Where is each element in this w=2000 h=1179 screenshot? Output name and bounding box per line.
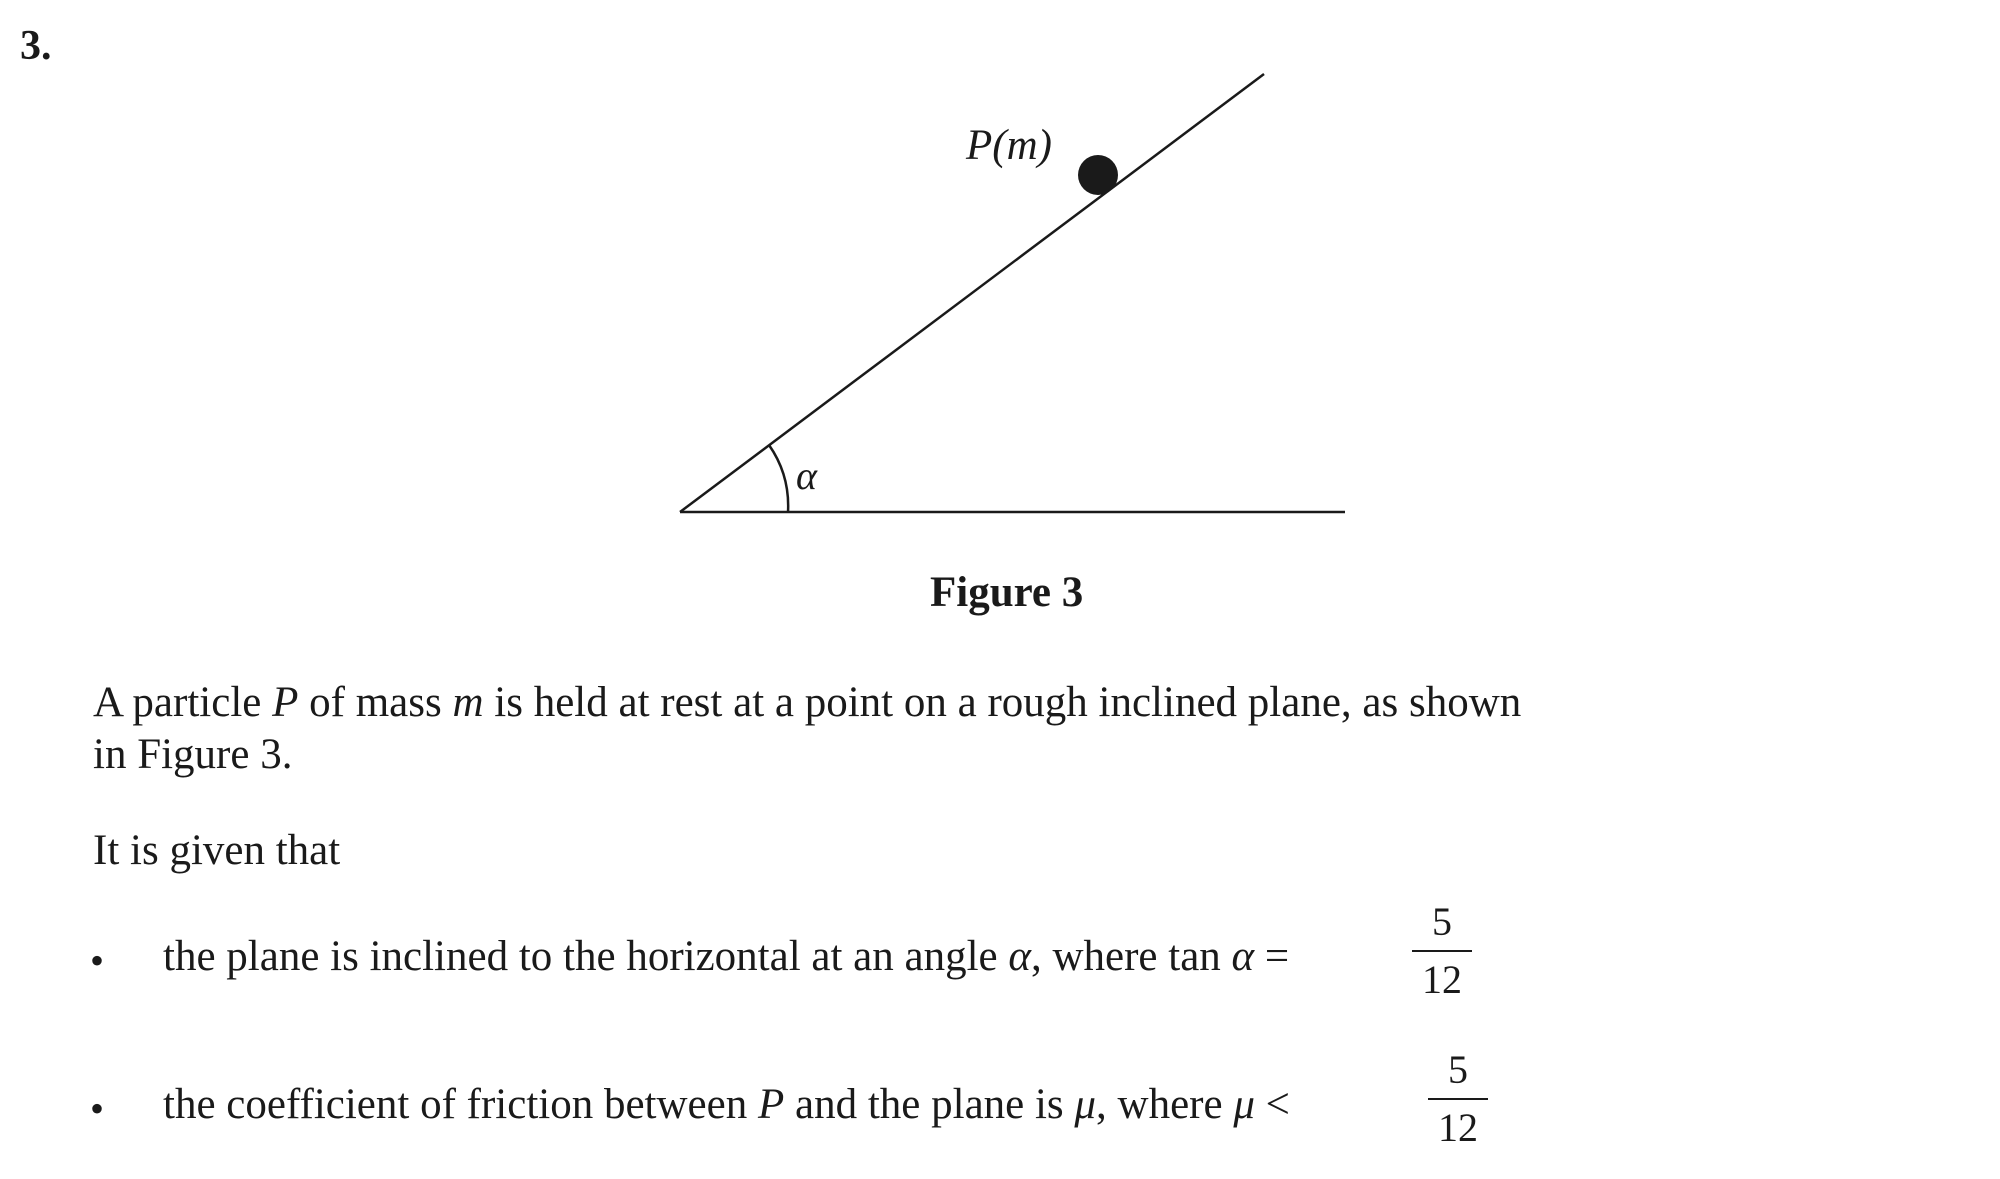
fraction-denominator: 12 [1422,957,1462,1002]
bullet-marker: • [90,938,105,983]
fraction-tan-alpha [1412,898,1472,1004]
figure-caption: Figure 3 [930,569,1084,616]
fraction-bar [1412,950,1472,952]
particle-dot [1078,155,1118,195]
angle-label: α [796,453,817,498]
given-intro: It is given that [93,827,341,874]
problem-text-line-2: in Figure 3. [93,731,293,778]
question-number: 3. [20,23,52,69]
bullet-text-friction: the coefficient of friction between P and the plane is μ, where μ < [163,1081,1290,1128]
problem-text-line-1: A particle P of mass m is held at rest at a point on a rough inclined plane, as shown [93,679,1522,726]
angle-arc [769,445,788,512]
bullet-marker: • [90,1086,105,1131]
fraction-numerator: 5 [1448,1047,1468,1092]
fraction-denominator: 12 [1438,1105,1478,1150]
fraction-bar [1428,1098,1488,1100]
bullet-text-angle: the plane is inclined to the horizontal at an angle α, where tan α = [163,933,1290,980]
fraction-mu-bound [1428,1046,1488,1152]
particle-label: P(m) [966,122,1052,169]
fraction-numerator: 5 [1432,899,1452,944]
